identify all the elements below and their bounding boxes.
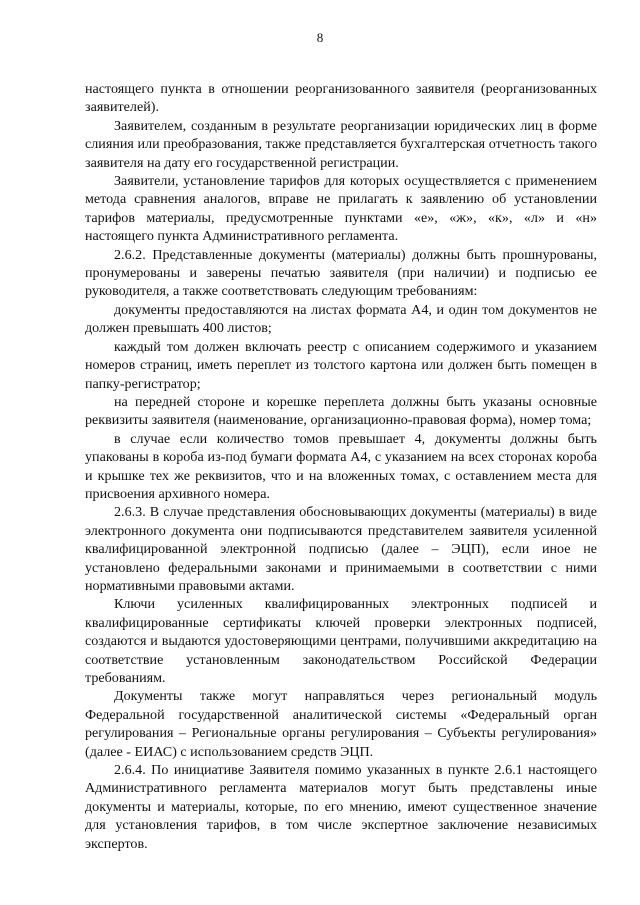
paragraph-analog-method: Заявители, установление тарифов для которых осуществляется с применением метода сравнения аналогов, вправе не прилагать к заявлению об установлении тарифов материалы, предусмотренные пунктами «е», «ж», «к», «л» и «н» настоящего пункта Административного регламента.: [85, 173, 597, 245]
paragraph-cover-details: на передней стороне и корешке переплета должны быть указаны основные реквизиты заявителя (наименование, организационно-правовая форма), номер тома;: [85, 393, 597, 429]
paragraph-boxes: в случае если количество томов превышает 4, документы должны быть упакованы в короба из-под бумаги формата А4, с указанием на всех сторонах короба и крышке тех же реквизитов, что и на вложенных томах, с оставлением места для присвоения архивного номера.: [85, 430, 597, 502]
paragraph-eias: Документы также могут направляться через региональный модуль Федеральной государственной аналитической системы «Федеральный орган регулирования – Региональные органы регулирования – Субъекты регулирования» (далее - ЕИАС) с использованием средств ЭЦП.: [85, 688, 597, 760]
page-number: 8: [316, 30, 324, 45]
paragraph-merger-reporting: Заявителем, созданным в результате реорганизации юридических лиц в форме слияния или преобразования, также представляется бухгалтерская отчетность такого заявителя на дату его государственной регистрации.: [85, 117, 597, 171]
document-body: [85, 80, 597, 853]
paragraph-volume-registry: каждый том должен включать реестр с описанием содержимого и указанием номеров страниц, иметь переплет из толстого картона или должен быть помещен в папку-регистратор;: [85, 338, 597, 392]
paragraph-2-6-3: 2.6.3. В случае представления обосновывающих документы (материалы) в виде электронного документа они подписываются представителем заявителя усиленной квалифицированной электронной подписью (далее – ЭЦП), если иное не установлено федеральными законами и принимаемыми в соответствии с ними нормативными правовыми актами.: [85, 504, 597, 594]
paragraph-2-6-2: 2.6.2. Представленные документы (материалы) должны быть прошнурованы, пронумерованы и заверены печатью заявителя (при наличии) и подписью ее руководителя, а также соответствовать следующим требованиям:: [85, 246, 597, 300]
paragraph-signature-keys: Ключи усиленных квалифицированных электронных подписей и квалифицированные сертификаты ключей проверки электронных подписей, создаются и выдаются удостоверяющими центрами, получившими аккредитацию на соответствие установленным законодательством Российской Федерации требованиям.: [85, 596, 597, 686]
paragraph-2-6-4: 2.6.4. По инициативе Заявителя помимо указанных в пункте 2.6.1 настоящего Административного регламента материалов могут быть представлены иные документы и материалы, которые, по его мнению, имеют существенное значение для установления тарифов, в том числе экспертное заключение независимых экспертов.: [85, 762, 597, 852]
paragraph-a4-format: документы предоставляются на листах формата А4, и один том документов не должен превышать 400 листов;: [85, 301, 597, 337]
paragraph-continuation: настоящего пункта в отношении реорганизованного заявителя (реорганизованных заявителей).: [85, 81, 597, 116]
